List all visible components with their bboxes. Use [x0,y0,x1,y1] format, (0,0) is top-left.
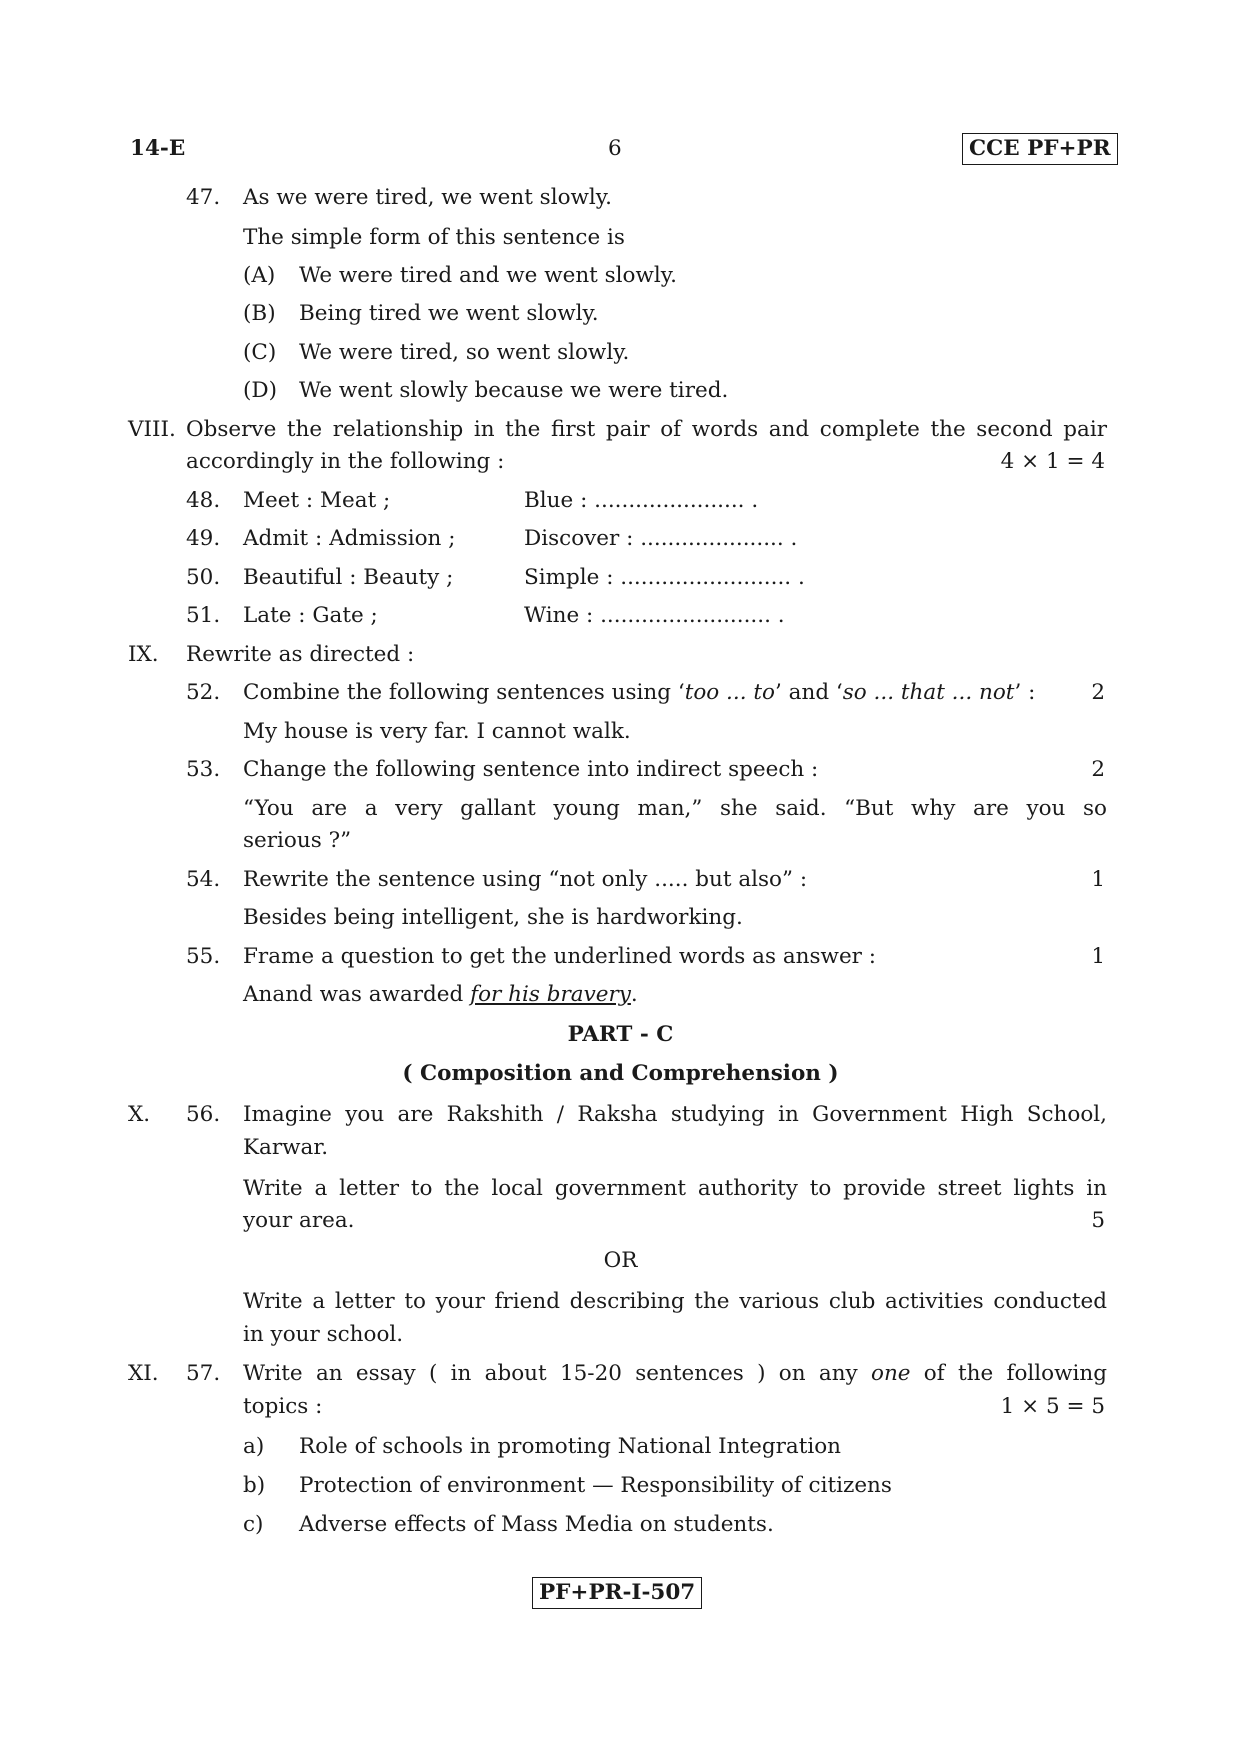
section-8-instruction-cont: accordingly in the following : [186,449,505,474]
q47-option-text: Being tired we went slowly. [299,301,599,326]
q57-stem: Write an essay ( in about 15-20 sentences ) on any one of the following [243,1361,1107,1386]
part-c-subtitle: ( Composition and Comprehension ) [402,1061,839,1086]
q53-marks: 2 [1091,757,1105,782]
q54-stem: Rewrite the sentence using “not only ..... but also” : [243,867,808,892]
word-pair: Late : Gate ; [243,603,378,628]
q52-marks: 2 [1091,680,1105,705]
q47-option-text: We went slowly because we were tired. [299,378,729,403]
q56-line6: in your school. [243,1322,404,1347]
q47-option-label: (C) [243,340,277,365]
topic-text: Role of schools in promoting National Integration [299,1434,842,1459]
q56-line2: Karwar. [243,1135,329,1160]
word-pair: Admit : Admission ; [243,526,456,551]
part-c-title: PART - C [567,1022,674,1047]
q56-line1: Imagine you are Rakshith / Raksha studying in Government High School, [243,1102,1107,1127]
q56-line4: your area. [243,1208,355,1233]
section-10-number: X. [128,1102,151,1127]
word-pair: Beautiful : Beauty ; [243,565,454,590]
q-number: 51. [186,603,221,628]
topic-label: b) [243,1473,266,1498]
footer-code-box: PF+PR-I-507 [532,1577,702,1609]
q54-marks: 1 [1091,867,1105,892]
q55-text: Anand was awarded for his bravery. [243,982,638,1007]
q57-marks: 1 × 5 = 5 [1000,1394,1105,1419]
q47-stem: As we were tired, we went slowly. [243,185,612,210]
or-separator: OR [603,1248,638,1273]
q55-stem: Frame a question to get the underlined words as answer : [243,944,877,969]
q-number: 50. [186,565,221,590]
q57-stem-cont: topics : [243,1394,323,1419]
q47-number: 47. [186,185,221,210]
section-8-marks: 4 × 1 = 4 [1000,449,1105,474]
q54-text: Besides being intelligent, she is hardworking. [243,905,743,930]
q56-number: 56. [186,1102,221,1127]
q57-number: 57. [186,1361,221,1386]
underlined-answer: for his bravery [470,982,631,1007]
q52-text: My house is very far. I cannot walk. [243,719,631,744]
section-8-number: VIII. [128,417,176,442]
q53-number: 53. [186,757,221,782]
q55-number: 55. [186,944,221,969]
answer-blank: Simple : ......................... . [524,565,805,590]
q56-line3: Write a letter to the local government authority to provide street lights in [243,1176,1107,1201]
answer-blank: Discover : ..................... . [524,526,798,551]
answer-blank: Blue : ...................... . [524,488,759,513]
topic-label: a) [243,1434,265,1459]
q47-prompt: The simple form of this sentence is [243,225,625,250]
paper-code: 14-E [130,136,186,161]
topic-label: c) [243,1512,264,1537]
q52-number: 52. [186,680,221,705]
q53-quote: “You are a very gallant young man,” she said. “But why are you so [243,796,1107,821]
q47-option-text: We were tired and we went slowly. [299,263,677,288]
q47-option-label: (D) [243,378,278,403]
answer-blank: Wine : ......................... . [524,603,785,628]
q52-stem: Combine the following sentences using ‘too ... to’ and ‘so ... that ... not’ : [243,680,1036,705]
word-pair: Meet : Meat ; [243,488,391,513]
section-9-number: IX. [128,642,159,667]
q47-option-label: (A) [243,263,276,288]
section-11-number: XI. [128,1361,159,1386]
section-8-instruction: Observe the relationship in the first pair of words and complete the second pair [186,417,1107,442]
q53-stem: Change the following sentence into indirect speech : [243,757,819,782]
q54-number: 54. [186,867,221,892]
q47-option-text: We were tired, so went slowly. [299,340,630,365]
topic-text: Adverse effects of Mass Media on students. [299,1512,774,1537]
q55-marks: 1 [1091,944,1105,969]
q-number: 49. [186,526,221,551]
topic-text: Protection of environment — Responsibility of citizens [299,1473,892,1498]
q56-marks: 5 [1091,1208,1105,1233]
q53-quote-cont: serious ?” [243,828,352,853]
q56-line5: Write a letter to your friend describing the various club activities conducted [243,1289,1107,1314]
header-code-box: CCE PF+PR [962,133,1118,165]
q47-option-label: (B) [243,301,276,326]
q-number: 48. [186,488,221,513]
page-number: 6 [608,136,622,161]
section-9-title: Rewrite as directed : [186,642,415,667]
